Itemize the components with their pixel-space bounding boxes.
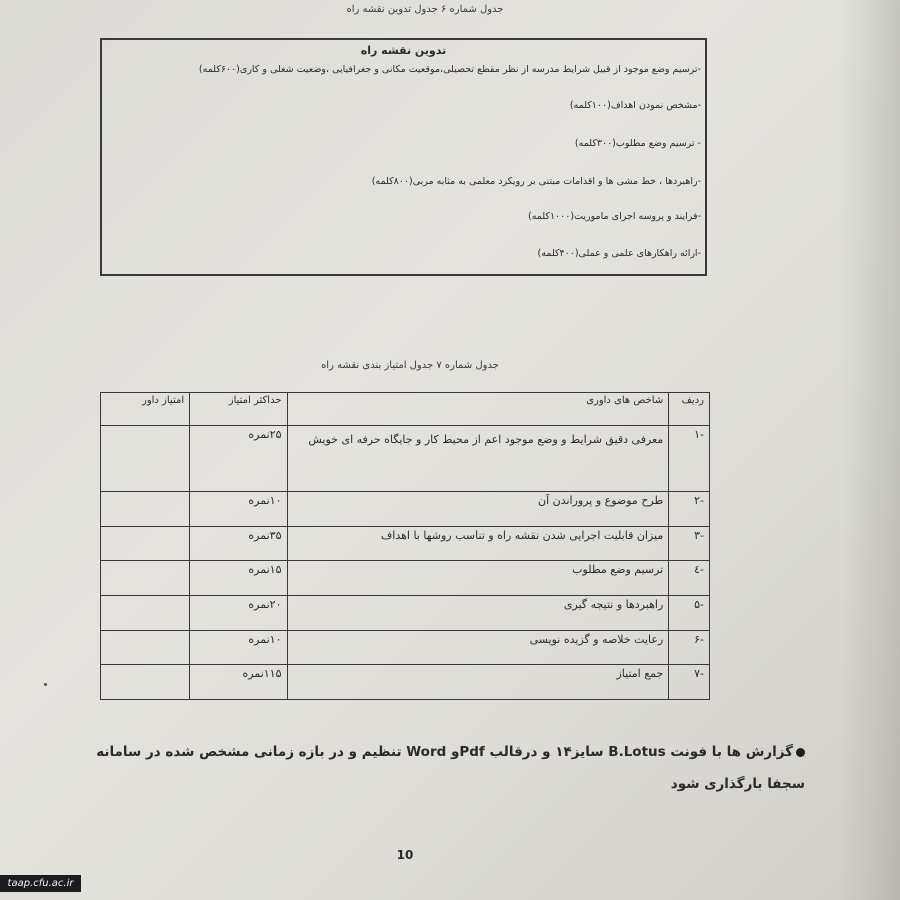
referee-score-cell [101, 426, 190, 492]
bullet-icon [796, 748, 805, 757]
roadmap-box [100, 38, 707, 276]
table-row [101, 630, 710, 665]
scoring-table [100, 392, 710, 700]
referee-score-cell [101, 630, 190, 665]
table-row [101, 595, 710, 630]
referee-score-cell [101, 526, 190, 561]
roadmap-line: -راهبردها ، خط مشی ها و اقدامات مبتنی بر رویکرد معلمی به مثابه مربی(۸۰۰کلمه) [371, 176, 701, 187]
row-number: -۱ [669, 426, 710, 492]
table-row [101, 492, 710, 527]
table-header-row [101, 393, 710, 426]
max-score-cell: ۲۰نمره [190, 595, 287, 630]
row-number: -۳ [669, 526, 710, 561]
table-7-caption: جدول شماره ۷ جدول امتیاز بندی نقشه راه [321, 360, 499, 371]
max-score-cell: ۱۰نمره [190, 630, 287, 665]
criterion-cell: جمع امتیاز [287, 665, 669, 700]
header-row-number: ردیف [669, 393, 710, 426]
table-6-caption: جدول شماره ۶ جدول تدوین نقشه راه [346, 4, 504, 15]
table-row [101, 526, 710, 561]
roadmap-line: - ترسیم وضع مطلوب(۳۰۰کلمه) [574, 138, 701, 149]
roadmap-line: -ترسیم وضع موجود از قبیل شرایط مدرسه از نظر مقطع تحصیلی،موقعیت مکانی و جغرافیایی ،وضعیت شغلی و کاری(۶۰۰کلمه) [198, 64, 701, 75]
roadmap-line: -ارائه راهکارهای علمی و عملی(۴۰۰کلمه) [537, 248, 701, 259]
criterion-cell: میزان قابلیت اجرایی شدن نقشه راه و تناسب روشها با اهداف [287, 526, 669, 561]
table-row [101, 426, 710, 492]
watermark-logo: taap.cfu.ac.ir [0, 875, 81, 892]
row-number: -۲ [669, 492, 710, 527]
max-score-cell: ۲۵نمره [190, 426, 287, 492]
criterion-cell: معرفی دقیق شرایط و وضع موجود اعم از محیط کار و جایگاه حرفه ای خویش [287, 426, 669, 492]
page-shadow [840, 0, 900, 900]
criterion-cell: ترسیم وضع مطلوب [287, 561, 669, 596]
header-referee-score: امتیاز داور [101, 393, 190, 426]
referee-score-cell [101, 595, 190, 630]
row-number: -۶ [669, 630, 710, 665]
referee-score-cell [101, 665, 190, 700]
roadmap-line: -فرایند و پروسه اجرای ماموریت(۱۰۰۰کلمه) [527, 211, 701, 222]
criterion-cell: طرح موضوع و پروراندن آن [287, 492, 669, 527]
page-number: 10 [396, 848, 414, 862]
criterion-cell: رعایت خلاصه و گزیده نویسی [287, 630, 669, 665]
row-number: -٤ [669, 561, 710, 596]
header-criteria: شاخص های داوری [287, 393, 669, 426]
max-score-cell: ۱۱۵نمره [190, 665, 287, 700]
roadmap-title: تدوین نقشه راه [360, 44, 447, 57]
row-number: -۵ [669, 595, 710, 630]
speck [44, 683, 47, 686]
max-score-cell: ۱۵نمره [190, 561, 287, 596]
max-score-cell: ۳۵نمره [190, 526, 287, 561]
table-total-row [101, 665, 710, 700]
referee-score-cell [101, 492, 190, 527]
referee-score-cell [101, 561, 190, 596]
roadmap-line: -مشخص نمودن اهداف(۱۰۰کلمه) [569, 100, 701, 111]
max-score-cell: ۱۰نمره [190, 492, 287, 527]
submission-note-text: گزارش ها با فونت B.Lotus سایز۱۴ و درقالب Pdfو Word تنظیم و در بازه زمانی مشخص شده در سامانه سجفا بارگذاری شود [96, 744, 805, 792]
criterion-cell: راهبردها و نتیجه گیری [287, 595, 669, 630]
submission-note [75, 736, 805, 800]
table-row [101, 561, 710, 596]
row-number: -۷ [669, 665, 710, 700]
header-max-score: حداکثر امتیاز [190, 393, 287, 426]
